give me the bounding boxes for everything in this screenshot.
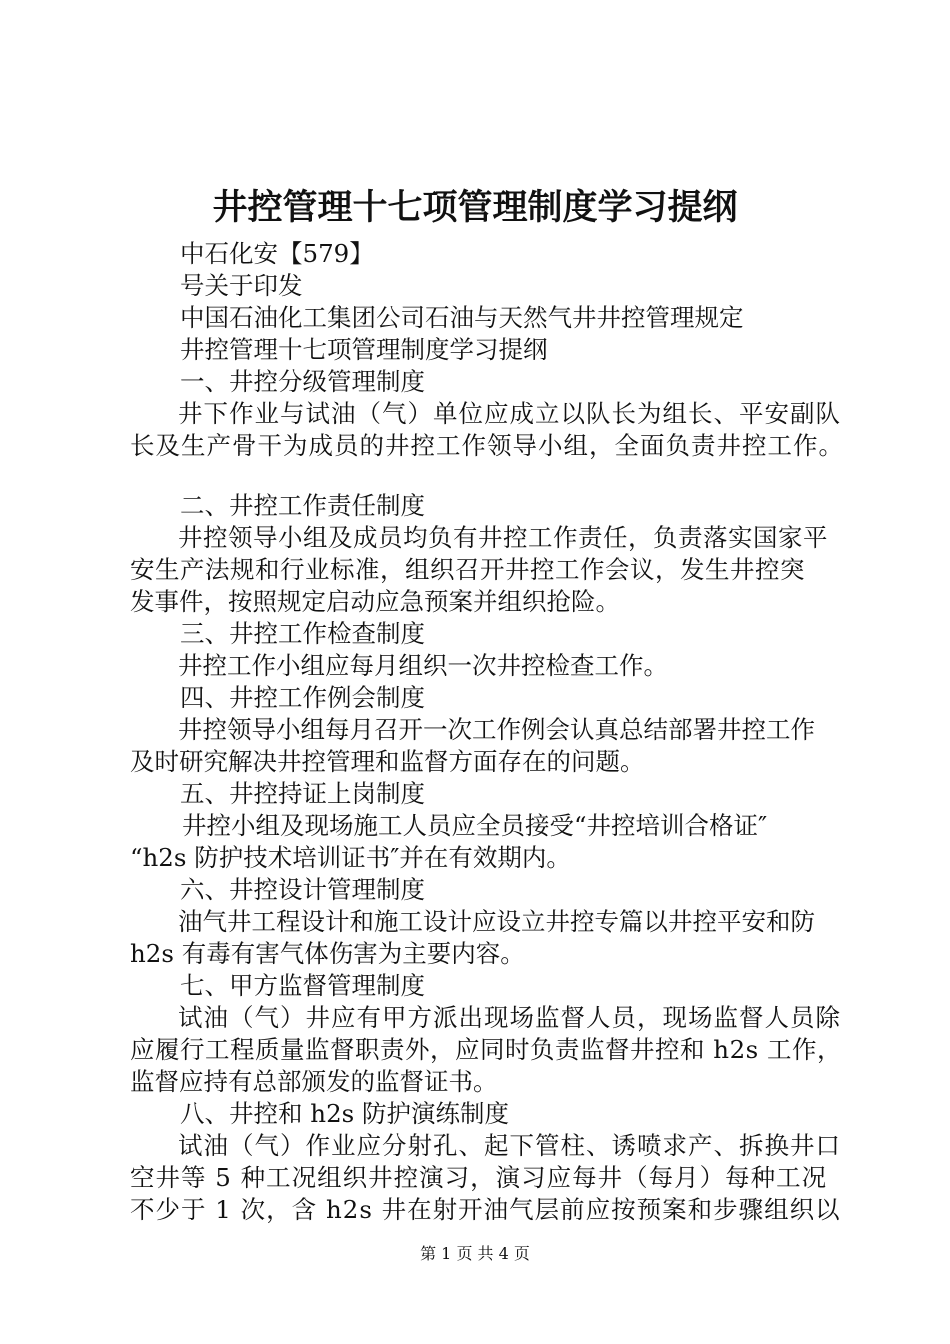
paragraph-line: 及时研究解决井控管理和监督方面存在的问题。 xyxy=(130,747,645,776)
section-heading-8: 八、井控和 h2s 防护演练制度 xyxy=(180,1099,510,1128)
paragraph-line: 安生产法规和行业标准，组织召开井控工作会议，发生井控突 xyxy=(130,555,805,584)
paragraph-line: 井下作业与试油（气）单位应成立以队长为组长、平安副队 xyxy=(178,399,841,428)
paragraph-line: h2s 有毒有害气体伤害为主要内容。 xyxy=(130,939,525,968)
page-title: 井控管理十七项管理制度学习提纲 xyxy=(212,187,738,228)
doc-number-line: 号关于印发 xyxy=(180,271,303,300)
paragraph-line: 井控小组及现场施工人员应全员接受“井控培训合格证″ xyxy=(182,811,768,840)
section-heading-7: 七、甲方监督管理制度 xyxy=(180,971,425,1000)
section-heading-4: 四、井控工作例会制度 xyxy=(180,683,425,712)
subtitle-line: 井控管理十七项管理制度学习提纲 xyxy=(180,335,548,364)
page-number-footer: 第 1 页 共 4 页 xyxy=(420,1244,530,1263)
paragraph-line: 监督应持有总部颁发的监督证书。 xyxy=(130,1067,498,1096)
paragraph-line: 不少于 1 次，含 h2s 井在射开油气层前应按预案和步骤组织以 xyxy=(130,1195,841,1224)
section-heading-3: 三、井控工作检查制度 xyxy=(180,619,425,648)
section-heading-6: 六、井控设计管理制度 xyxy=(180,875,425,904)
paragraph-line: 井控领导小组及成员均负有井控工作责任，负责落实国家平 xyxy=(178,523,828,552)
paragraph-line: 长及生产骨干为成员的井控工作领导小组，全面负责井控工作。 xyxy=(130,431,844,460)
paragraph-line: 试油（气）井应有甲方派出现场监督人员，现场监督人员除 xyxy=(178,1003,841,1032)
paragraph-line: 发事件，按照规定启动应急预案并组织抢险。 xyxy=(130,587,620,616)
paragraph-line: 试油（气）作业应分射孔、起下管柱、诱喷求产、拆换井口 xyxy=(178,1131,841,1160)
paragraph-line: 油气井工程设计和施工设计应设立井控专篇以井控平安和防 xyxy=(178,907,815,936)
paragraph-line: 井控领导小组每月召开一次工作例会认真总结部署井控工作 xyxy=(178,715,815,744)
regulation-name-line: 中国石油化工集团公司石油与天然气井井控管理规定 xyxy=(180,303,744,332)
issuer-line: 中石化安【579】 xyxy=(180,239,374,268)
paragraph-line: 井控工作小组应每月组织一次井控检查工作。 xyxy=(178,651,668,680)
section-heading-5: 五、井控持证上岗制度 xyxy=(180,779,425,808)
paragraph-line: 空井等 5 种工况组织井控演习，演习应每井（每月）每种工况 xyxy=(130,1163,828,1192)
section-heading-2: 二、井控工作责任制度 xyxy=(180,491,425,520)
paragraph-line: 应履行工程质量监督职责外，应同时负责监督井控和 h2s 工作， xyxy=(130,1035,843,1064)
paragraph-line: “h2s 防护技术培训证书″并在有效期内。 xyxy=(130,843,571,872)
section-heading-1: 一、井控分级管理制度 xyxy=(180,367,425,396)
